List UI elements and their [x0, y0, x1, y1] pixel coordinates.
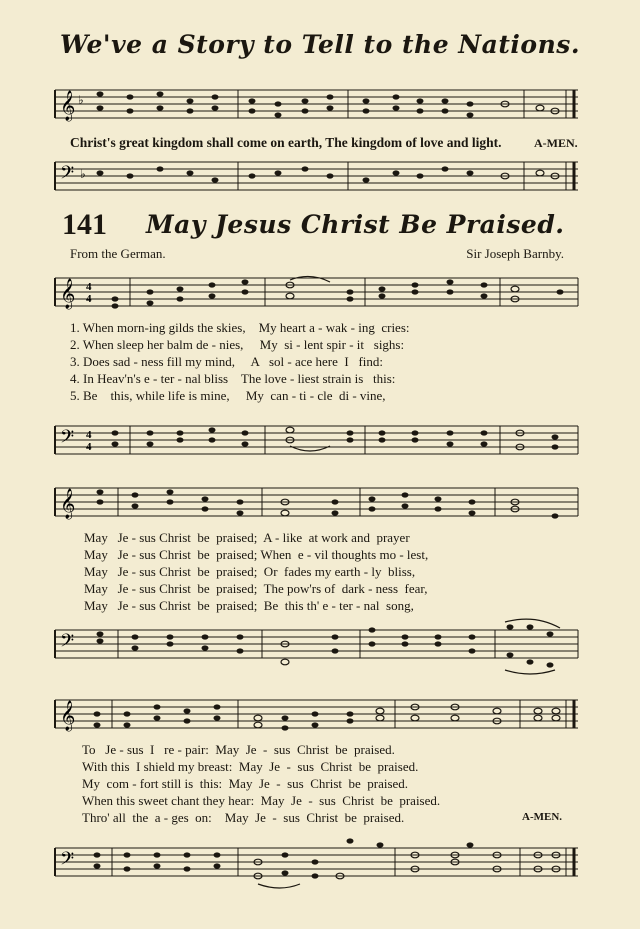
prev-treble-staff: [0, 80, 640, 130]
s2-verse-1: May Je - sus Christ be praised; A - like at work and prayer: [84, 530, 410, 545]
prev-hymn-title: We've a Story to Tell to the Nations.: [59, 30, 581, 59]
s3-verse-4: When this sweet chant they hear: May Je - sus Christ be praised.: [82, 793, 441, 808]
svg-text:𝄞: 𝄞: [60, 91, 76, 121]
s1-verse-4: 4. In Heav'n's e - ter - nal bliss The love - liest strain is this:: [70, 371, 396, 386]
system3-treble-staff: [0, 690, 640, 740]
prev-hymn-lyric: Christ's great kingdom shall come on earth, The kingdom of love and light.: [70, 135, 502, 150]
s2-verse-3: May Je - sus Christ be praised; Or fades my earth - ly bliss,: [84, 564, 416, 579]
s1-verse-5: 5. Be this, while life is mine, My can - ti - cle di - vine,: [70, 388, 386, 403]
svg-text:𝄞: 𝄞: [60, 489, 76, 519]
s3-verse-2: With this I shield my breast: May Je - sus Christ be praised.: [82, 759, 419, 774]
svg-text:𝄢: 𝄢: [60, 849, 75, 874]
svg-text:𝄢: 𝄢: [60, 163, 75, 188]
system2-treble-staff: [0, 478, 640, 528]
hymn-source: From the German.: [70, 246, 166, 261]
svg-text:4: 4: [86, 293, 92, 305]
svg-text:𝄞: 𝄞: [60, 279, 76, 309]
svg-text:𝄢: 𝄢: [60, 427, 75, 452]
s2-verse-4: May Je - sus Christ be praised; The pow'rs of dark - ness fear,: [84, 581, 428, 596]
s3-verse-1: To Je - sus I re - pair: May Je - sus Christ be praised.: [82, 742, 395, 757]
prev-bass-staff: [0, 152, 640, 202]
svg-text:♭: ♭: [78, 93, 84, 107]
system3-bass-staff: [0, 838, 640, 892]
svg-text:4: 4: [86, 441, 92, 453]
svg-text:♭: ♭: [80, 167, 86, 181]
s1-verse-3: 3. Does sad - ness fill my mind, A sol - ace here I find:: [70, 354, 384, 369]
system1-treble-staff: [0, 268, 640, 318]
prev-hymn-amen: A-MEN.: [534, 136, 578, 150]
s1-verse-1: 1. When morn-ing gilds the skies, My heart a - wak - ing cries:: [70, 320, 410, 335]
svg-text:4: 4: [86, 281, 92, 293]
svg-text:𝄞: 𝄞: [60, 701, 76, 731]
s3-verse-5: Thro' all the a - ges on: May Je - sus Christ be praised.: [82, 810, 405, 825]
hymn-number: 141: [62, 208, 107, 241]
hymn-composer: Sir Joseph Barnby.: [466, 246, 564, 261]
s2-verse-5: May Je - sus Christ be praised; Be this th' e - ter - nal song,: [84, 598, 414, 613]
hymn-title: May Jesus Christ Be Praised.: [146, 210, 565, 239]
hymn-amen: A-MEN.: [522, 811, 563, 823]
s2-verse-2: May Je - sus Christ be praised; When e - vil thoughts mo - lest,: [84, 547, 429, 562]
s3-verse-3: My com - fort still is this: May Je - sus Christ be praised.: [82, 776, 409, 791]
system2-bass-staff: [0, 620, 640, 676]
svg-text:𝄢: 𝄢: [60, 631, 75, 656]
system1-bass-staff: [0, 416, 640, 466]
s1-verse-2: 2. When sleep her balm de - nies, My si - lent spir - it sighs:: [70, 337, 405, 352]
svg-text:4: 4: [86, 429, 92, 441]
